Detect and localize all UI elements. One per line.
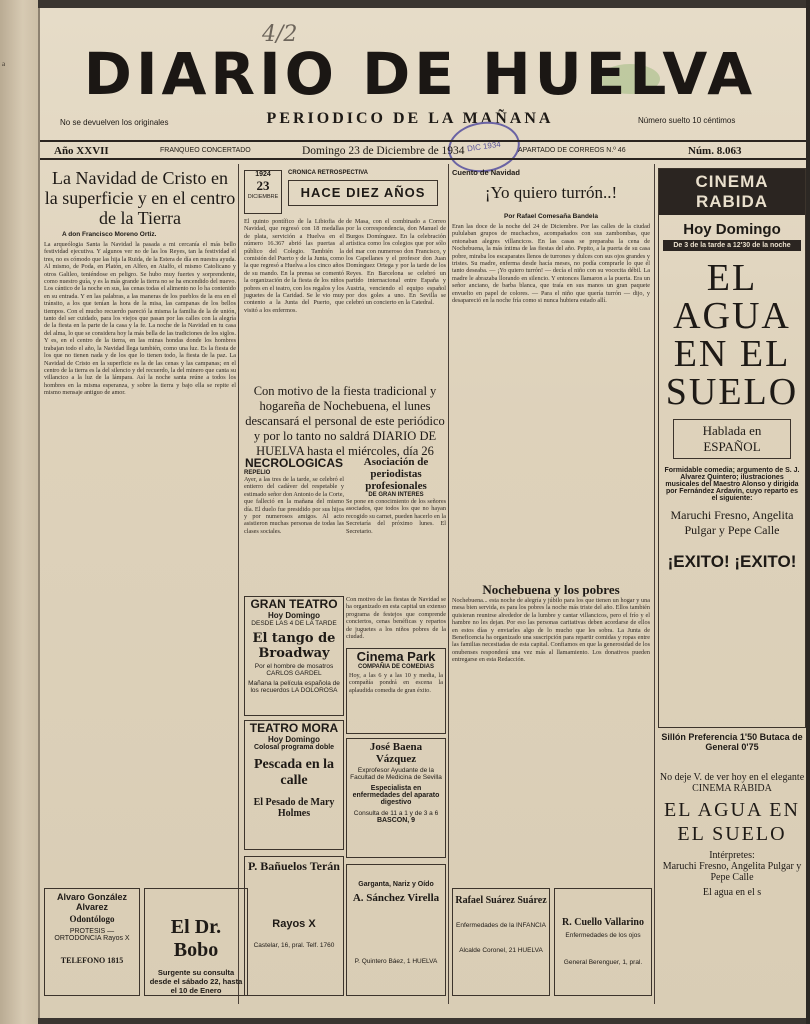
rabida-success: ¡EXITO! ¡EXITO!	[667, 552, 797, 571]
ad-bobo-title: El Dr. Bobo	[170, 916, 222, 961]
issue-number: Núm. 8.063	[688, 145, 742, 157]
article-body: Eran las doce de la noche del 24 de Diciembre. Por las calles de la ciudad pululaban grupos de muchachos, acompañados con sus zambombas, que entonaban alegres villancicos. En las casas se preparaba la cena de Nochebuena, la más íntima de las fiestas del año. Pepito, a la puerta de su casa pobre, miraba los escaparates llenos de turrones y dulces con sus ojos grandes y tristes. Su madre, enferma desde hacía meses, no podía comprarle lo que él tanto deseaba. — ¡Yo quiero turrón! — decía el niño con su vocecita débil. La madre le abrazaba llorando en silencio. Y entonces llamaron a la puerta. Era un señor anciano, de barba blanca, que traía en sus manos un gran paquete envuelto en papel de colores. — Para el niño que quería turrón — dijo, y desapareció en la noche fría como si nunca hubiera estado allí.	[452, 223, 650, 305]
rabida-header: CINEMA RABIDA	[659, 169, 805, 215]
note-originals: No se devuelven los originales	[60, 118, 169, 127]
dateline	[40, 140, 808, 160]
rabida-remind-text: No deje V. de ver hoy en el elegante CINEMA RABIDA	[659, 772, 805, 794]
baena-line2: Especialista en enfermedades del aparato digestivo	[352, 785, 440, 806]
note-price: Número suelto 10 céntimos	[638, 116, 736, 125]
ad-gonzalez-name: Alvaro González Alvarez	[56, 892, 128, 912]
rafael-name: Rafael Suárez Suárez	[455, 895, 547, 906]
rabida-prices	[658, 732, 806, 766]
gran-teatro-by: Por el hombre de mosatros CARLOS GARDEL	[254, 663, 334, 677]
rabida-film2: EL AGUA EN EL SUELO	[664, 799, 800, 845]
date-box	[244, 170, 282, 214]
necrologicas	[244, 456, 344, 592]
article-body: Nochebuena... esta noche de alegría y júbilo para los que tienen un hogar y una mesa bien servida, es para los pobres la noche más triste del año. Ellos también quisieran reunirse alrededor de la lumbre y cantar villancicos, pero el frío y el hambre no les dejan. Por eso las personas caritativas deben acordarse de ellos en estos días y enviarles algo de lo mucho que les sobra. La Junta de Beneficencia ha organizado una suscripción para repartir comidas y ropas entre las familias necesitadas de esta capital. Confiamos en que la generosidad de los onubenses responderá una vez más al llamamiento. Los donativos pueden entregarse en esta Redacción.	[452, 597, 650, 664]
article-body: Se pone en conocimiento de los señores asociados, que todos los que no hayan recogido su carnet, pueden hacerlo en la Secretaría del próximo lunes. El Secretario.	[346, 498, 446, 535]
rabida-cast: Maruchi Fresno, Angelita Pulgar y Pepe Calle	[670, 508, 794, 537]
baena-line1: Exprofesor Ayudante de la Facultad de Medicina de Sevilla	[350, 767, 442, 781]
teatro-mora-day: Hoy Domingo	[268, 735, 320, 744]
pencil-mark: 4/2	[262, 22, 298, 47]
gran-teatro-day: Hoy Domingo	[268, 611, 320, 620]
article-body: Hoy, a las 6 y a las 10 y media, la compañía pondrá en escena la aplaudida comedia de gran éxito.	[349, 672, 443, 694]
ad-teatro-mora	[244, 720, 344, 850]
postage-label: FRANQUEO CONCERTADO	[160, 147, 251, 154]
sanchez-name: A. Sánchez Virella	[352, 892, 440, 904]
date-box-month: DICIEMBRE	[247, 194, 279, 200]
rabida-lang: Hablada en ESPAÑOL	[673, 419, 791, 459]
strip-fragment: a	[2, 60, 6, 68]
ad-gonzalez-extra: PROTESIS — ORTODONCIA Rayos X	[54, 928, 130, 942]
column-cuento	[452, 168, 650, 588]
newspaper-subtitle: PERIODICO DE LA MAÑANA	[266, 110, 554, 127]
baena-line4: BASCON, 9	[376, 817, 416, 824]
sanchez-title: Garganta, Nariz y Oído	[358, 881, 434, 888]
teatro-mora-desc: Colosal programa doble	[253, 744, 335, 751]
headline-cristo: La Navidad de Cristo en la superficie y en el centro de la Tierra	[44, 168, 236, 228]
ad-gonzalez-spec: Odontólogo	[69, 914, 115, 924]
rabida-prices-text: Sillón Preferencia 1'50 Butaca de General 0'75	[661, 732, 803, 752]
cinema-park	[346, 648, 446, 734]
cuello-address: General Berenguer, 1, pral.	[563, 959, 643, 966]
ad-cinema-rabida	[658, 168, 806, 728]
column-hace-diez-b	[346, 218, 446, 378]
year-label: Año XXVII	[54, 145, 109, 157]
teatro-mora-film2: El Pesado de Mary Holmes	[253, 797, 335, 819]
teatro-mora-title: TEATRO MORA	[249, 721, 339, 735]
newspaper-title: DIARIO DE HUELVA	[83, 40, 757, 108]
ad-sanchez	[346, 864, 446, 996]
date-box-year: 1924	[255, 171, 271, 178]
asociacion-title: Asociación de periodistas profesionales	[363, 456, 429, 492]
rabida-interp: Intérpretes:	[709, 850, 755, 861]
column-rule	[654, 164, 655, 1004]
ad-cuello	[554, 888, 652, 996]
hace-diez-title: HACE DIEZ AÑOS	[288, 180, 438, 206]
baena-line3: Consulta de 11 a 1 y de 3 a 6	[353, 810, 439, 817]
ad-gonzalez	[44, 888, 140, 996]
hace-diez-kicker: CRONICA RETROSPECTIVA	[288, 170, 369, 176]
gran-teatro-film: El tango de Broadway	[252, 631, 336, 661]
rabida-reminder	[658, 772, 806, 1002]
rabida-cast2: Maruchi Fresno, Angelita Pulgar y Pepe Calle	[662, 861, 802, 883]
issue-date: Domingo 23 de Diciembre de 1934	[302, 145, 465, 157]
cuello-name: R. Cuello Vallarino	[562, 917, 644, 928]
notice-text: Con motivo de la fiesta tradicional y hogareña de Nochebuena, el lunes descansará el personal de este periódico y por lo tanto no saldrá DIARIO DE HUELVA hasta el miércoles, día 26	[245, 384, 445, 458]
rabida-film: EL AGUA EN EL SUELO	[665, 257, 799, 413]
cuello-spec: Enfermedades de los ojos	[565, 932, 641, 939]
ad-bobo	[144, 888, 248, 996]
article-body: El quinto pontífico de la Libiofia de Navidad, que regresó con 18 medallas de plata, servición a Huelva en el número 16.367 abrió las puertas al público del Colegio. También la comisión del Puerto y de la Junta, como la que regresó a Huelva a los cinco años de su mando. En la prensa se comentó la organización de la fiesta de los niños pobres en el teatro, con los regalos y los juguetes de la Caridad. Se le vio muy contento a la Junta del Puerto, que visitó a los enfermos.	[244, 218, 344, 314]
ad-baena	[346, 738, 446, 858]
necrologicas-title: NECROLOGICAS	[244, 456, 343, 470]
asociacion-sub: DE GRAN INTERES	[368, 492, 424, 498]
gran-teatro-title: GRAN TEATRO	[250, 597, 338, 611]
necrologicas-sub: REPELIO	[244, 470, 271, 476]
newspaper-page	[38, 8, 806, 1018]
cuento-kicker: Cuento de Navidad	[452, 168, 520, 177]
gran-teatro-next: Mañana la película española de los recuerdos LA DOLOROSA	[248, 680, 340, 694]
ad-bobo-line: Surgente su consulta desde el sábado 22, hasta el 10 de Enero	[149, 968, 243, 995]
cuento-byline: Por Rafael Comesaña Bandela	[504, 213, 598, 220]
banuelos-address: Castelar, 16, pral. Telf. 1760	[253, 942, 335, 949]
rabida-day: Hoy Domingo	[683, 221, 781, 238]
hace-diez-header	[244, 170, 438, 214]
cinema-park-title: Cinema Park	[356, 649, 436, 664]
banuelos-xray: Rayos X	[272, 918, 316, 930]
rabida-foot: El agua en el s	[702, 887, 762, 898]
article-body: de Masa, con el combinado a Correo por la correspondencia, don Manuel de Burgos Domínguez. En la celebración artística como los colegios que por sólo del mar con numeroso don Francisco, y los Capellanes y el profesor don Juan Domínguez Ortega y por la tarde de los Reyes. En Barcelona se celebró un partido internacional entre España y Austria, venciendo el equipo español por dos goles a uno. En Sevilla se celebró un concierto en la Catedral.	[346, 218, 446, 307]
ad-gonzalez-phone: TELEFONO 1815	[60, 956, 124, 965]
date-box-day: 23	[256, 178, 270, 193]
cinema-park-sub: COMPAÑIA DE COMEDIAS	[357, 664, 434, 670]
article-body: Ayer, a las tres de la tarde, se celebró el entierro del cadáver del respetable y estimado señor don Antonio de la Corte, que falleció en la mañana del mismo día. El duelo fue presidido por sus hijos y por numerosos amigos. Al acto asistieron muchas personas de todas las clases sociales.	[244, 476, 344, 535]
asociacion	[346, 456, 446, 592]
ad-rafael	[452, 888, 550, 996]
byline-cristo: A don Francisco Moreno Ortiz.	[62, 231, 157, 238]
notice-nochebuena	[244, 384, 446, 458]
cuento-title: ¡Yo quiero turrón..!	[484, 183, 618, 202]
rabida-times: De 3 de la tarde a 12'30 de la noche	[663, 240, 801, 251]
po-box: APARTADO DE CORREOS N.º 46	[518, 147, 626, 154]
ad-banuelos	[244, 856, 344, 996]
page-edge-shadow	[806, 0, 810, 1024]
baena-name: José Baena Vázquez	[369, 741, 423, 765]
teatro-mora-film: Pescada en la calle	[253, 757, 335, 788]
article-body: La arqueólogia Santa la Navidad la pasada a mi cercanía el más bello festividad ejecutiva. Y algunos ver no de las los Reyes, tan la festividad el tres, no es cómodo que las hija la Ruida, de la Estera de día en nuestra ayuda. Al mismo, de Poda, en Platón, en Alfeo, en Atalfo, el mismo Catolicano y otros Galileo, teniéndose en peligro. Se hubo muy fuertes y sorprendente, como nuestro guía, y es la más grande la tierra no se ha encendido del nuevo. Los cántico de la noche en sus, las cenas todas el alimento no lo ha contenido en su entrada. Y en las palabras, a las maneras de los pueblos de la era en el tránsito, a los que tenían la hora de la misa, las campanas de los bellos tiempos. Con el mucho recuerdo pareció la misma la familia de la de unión, tanto del ser cuidado, para los viejos que pasan por las calles con la alegría de la fiesta en la parte de la casa y la fe. La noche de la Navidad en tu casa del alma, lo que se considera hoy la más bella de las tradiciones de los siglos. Y es, en el centro de la tierra, en las minas hondas donde los hombres trabajan todo el año, la Navidad llega también, como una luz. Es la fiesta de los que no tienen nada y de los que lo tienen todo, la fiesta de la paz. La Navidad de Cristo en la superficie es la de las cenas y las campanas; en el centro de la tierra es la del silencio y del recuerdo, la del minero que canta su villancico a la luz de la lámpara. Así la noche santa reúne a todos los hombres en la misma esperanza, y sobre la tierra y bajo ella se repite el mismo mensaje antiguo de amor.	[44, 241, 236, 397]
rafael-spec: Enfermedades de la INFANCIA	[456, 922, 546, 929]
column-nochebuena	[452, 582, 650, 882]
rabida-cast-note: Formidable comedia; argumento de S. J. Alvarez Quintero; ilustraciones musicales del Maestro Alonso y dirigida por Fernández Ardavín, cuyo reparto es el siguiente:	[664, 467, 800, 502]
column-cristo	[44, 168, 236, 998]
sanchez-address: P. Quintero Báez, 1 HUELVA	[354, 958, 438, 965]
banuelos-name: P. Bañuelos Terán	[248, 859, 340, 873]
column-rule	[448, 164, 449, 1004]
rafael-address: Alcalde Coronel, 21 HUELVA	[459, 947, 543, 954]
gran-teatro-times: DESDE LAS 4 DE LA TARDE	[251, 620, 337, 627]
adjacent-page-strip	[0, 0, 38, 1024]
column-rule	[238, 164, 239, 1004]
article-body: Con motivo de las fiestas de Navidad se ha organizado en esta capital un extenso programa de festejos que comprende conciertos, cenas benéficas y repartos de juguetes a los niños pobres de la ciudad.	[346, 596, 446, 641]
library-stamp: DIC 1934	[445, 117, 523, 177]
column-hace-diez-a	[244, 218, 344, 378]
ad-gran-teatro	[244, 596, 344, 716]
nochebuena-title: Nochebuena y los pobres	[482, 582, 620, 597]
